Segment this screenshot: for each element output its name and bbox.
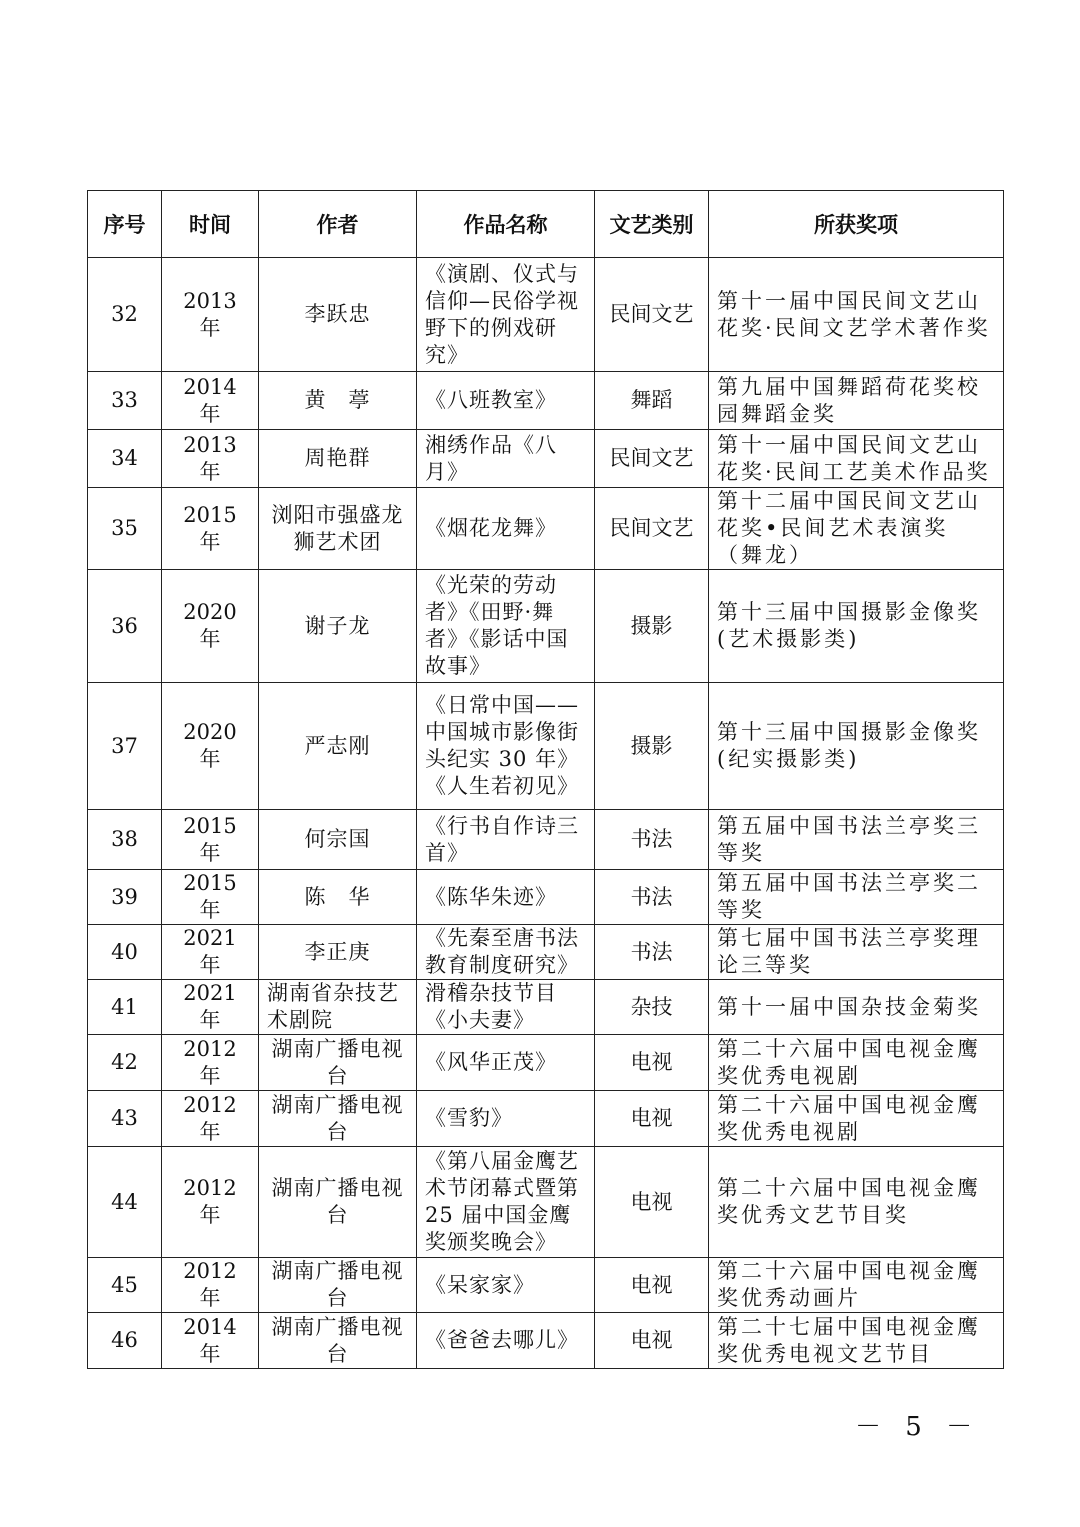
cell-category: 舞蹈	[595, 372, 709, 430]
table-row	[88, 488, 1004, 570]
cell-category: 电视	[595, 1091, 709, 1147]
cell-num: 46	[88, 1313, 162, 1369]
cell-author: 黄 葶	[259, 372, 417, 430]
cell-author: 陈 华	[259, 870, 417, 925]
header-award: 所获奖项	[709, 191, 1004, 258]
cell-num: 34	[88, 430, 162, 488]
cell-category: 摄影	[595, 683, 709, 810]
cell-award: 第十一届中国民间文艺山花奖·民间工艺美术作品奖	[709, 430, 1004, 488]
header-work: 作品名称	[417, 191, 595, 258]
cell-num: 41	[88, 980, 162, 1035]
cell-year: 2020 年	[162, 683, 259, 810]
header-author: 作者	[259, 191, 417, 258]
page-number: － 5 －	[855, 1412, 981, 1442]
cell-year: 2020 年	[162, 570, 259, 683]
cell-num: 33	[88, 372, 162, 430]
header-num: 序号	[88, 191, 162, 258]
cell-work: 《八班教室》	[417, 372, 595, 430]
cell-work: 《行书自作诗三首》	[417, 810, 595, 870]
cell-work: 湘绣作品《八月》	[417, 430, 595, 488]
table-row	[88, 1091, 1004, 1147]
table-row	[88, 1147, 1004, 1258]
cell-category: 电视	[595, 1147, 709, 1258]
table-row	[88, 258, 1004, 372]
cell-year: 2014 年	[162, 372, 259, 430]
cell-work: 《爸爸去哪儿》	[417, 1313, 595, 1369]
cell-num: 35	[88, 488, 162, 570]
cell-num: 43	[88, 1091, 162, 1147]
cell-award: 第十二届中国民间文艺山花奖•民间艺术表演奖（舞龙）	[709, 488, 1004, 570]
table-row	[88, 1258, 1004, 1313]
cell-year: 2013 年	[162, 430, 259, 488]
cell-year: 2013 年	[162, 258, 259, 372]
cell-author: 湖南广播电视台	[259, 1147, 417, 1258]
table-row	[88, 810, 1004, 870]
cell-work: 《风华正茂》	[417, 1035, 595, 1091]
cell-author: 严志刚	[259, 683, 417, 810]
cell-author: 李跃忠	[259, 258, 417, 372]
cell-year: 2015 年	[162, 810, 259, 870]
cell-year: 2012 年	[162, 1035, 259, 1091]
cell-award: 第二十六届中国电视金鹰奖优秀电视剧	[709, 1035, 1004, 1091]
cell-year: 2015 年	[162, 870, 259, 925]
cell-award: 第十一届中国民间文艺山花奖·民间文艺学术著作奖	[709, 258, 1004, 372]
cell-num: 32	[88, 258, 162, 372]
cell-award: 第十三届中国摄影金像奖(纪实摄影类)	[709, 683, 1004, 810]
cell-category: 民间文艺	[595, 488, 709, 570]
cell-award: 第十三届中国摄影金像奖(艺术摄影类)	[709, 570, 1004, 683]
table-row	[88, 372, 1004, 430]
header-category: 文艺类别	[595, 191, 709, 258]
cell-work: 《先秦至唐书法教育制度研究》	[417, 925, 595, 980]
cell-work: 《演剧、仪式与信仰—民俗学视野下的例戏研究》	[417, 258, 595, 372]
table-row	[88, 1035, 1004, 1091]
cell-category: 杂技	[595, 980, 709, 1035]
cell-author: 周艳群	[259, 430, 417, 488]
cell-work: 《雪豹》	[417, 1091, 595, 1147]
table-row	[88, 1313, 1004, 1369]
cell-year: 2014 年	[162, 1313, 259, 1369]
cell-category: 民间文艺	[595, 258, 709, 372]
table-row	[88, 870, 1004, 925]
cell-num: 36	[88, 570, 162, 683]
cell-year: 2012 年	[162, 1258, 259, 1313]
cell-author: 李正庚	[259, 925, 417, 980]
cell-award: 第二十六届中国电视金鹰奖优秀动画片	[709, 1258, 1004, 1313]
cell-author: 湖南广播电视台	[259, 1258, 417, 1313]
cell-year: 2021 年	[162, 925, 259, 980]
table-row	[88, 925, 1004, 980]
cell-author: 何宗国	[259, 810, 417, 870]
cell-award: 第二十七届中国电视金鹰奖优秀电视文艺节目	[709, 1313, 1004, 1369]
cell-author: 湖南广播电视台	[259, 1091, 417, 1147]
cell-work: 《光荣的劳动者》《田野·舞者》《影话中国故事》	[417, 570, 595, 683]
awards-table	[87, 190, 1004, 1369]
cell-num: 45	[88, 1258, 162, 1313]
cell-award: 第七届中国书法兰亭奖理论三等奖	[709, 925, 1004, 980]
cell-work: 《第八届金鹰艺术节闭幕式暨第 25 届中国金鹰奖颁奖晚会》	[417, 1147, 595, 1258]
cell-year: 2012 年	[162, 1147, 259, 1258]
cell-num: 40	[88, 925, 162, 980]
cell-category: 电视	[595, 1313, 709, 1369]
cell-work: 滑稽杂技节目《小夫妻》	[417, 980, 595, 1035]
cell-author: 谢子龙	[259, 570, 417, 683]
cell-author: 湖南省杂技艺术剧院	[259, 980, 417, 1035]
cell-work: 《烟花龙舞》	[417, 488, 595, 570]
cell-year: 2012 年	[162, 1091, 259, 1147]
cell-award: 第二十六届中国电视金鹰奖优秀电视剧	[709, 1091, 1004, 1147]
header-year: 时间	[162, 191, 259, 258]
cell-award: 第五届中国书法兰亭奖三等奖	[709, 810, 1004, 870]
table-row	[88, 683, 1004, 810]
cell-category: 摄影	[595, 570, 709, 683]
cell-award: 第十一届中国杂技金菊奖	[709, 980, 1004, 1035]
cell-author: 浏阳市强盛龙狮艺术团	[259, 488, 417, 570]
cell-num: 44	[88, 1147, 162, 1258]
cell-num: 38	[88, 810, 162, 870]
cell-work: 《陈华朱迹》	[417, 870, 595, 925]
cell-num: 37	[88, 683, 162, 810]
table-row	[88, 570, 1004, 683]
cell-category: 书法	[595, 810, 709, 870]
cell-category: 书法	[595, 870, 709, 925]
cell-category: 电视	[595, 1258, 709, 1313]
cell-year: 2015 年	[162, 488, 259, 570]
cell-author: 湖南广播电视台	[259, 1035, 417, 1091]
table-header-row	[88, 191, 1004, 258]
cell-work: 《呆家家》	[417, 1258, 595, 1313]
table-row	[88, 980, 1004, 1035]
cell-award: 第五届中国书法兰亭奖二等奖	[709, 870, 1004, 925]
table-row	[88, 430, 1004, 488]
cell-author: 湖南广播电视台	[259, 1313, 417, 1369]
cell-year: 2021 年	[162, 980, 259, 1035]
cell-work: 《日常中国——中国城市影像街头纪实 30 年》《人生若初见》	[417, 683, 595, 810]
cell-category: 电视	[595, 1035, 709, 1091]
cell-num: 39	[88, 870, 162, 925]
cell-category: 民间文艺	[595, 430, 709, 488]
cell-award: 第二十六届中国电视金鹰奖优秀文艺节目奖	[709, 1147, 1004, 1258]
cell-num: 42	[88, 1035, 162, 1091]
cell-category: 书法	[595, 925, 709, 980]
cell-award: 第九届中国舞蹈荷花奖校园舞蹈金奖	[709, 372, 1004, 430]
